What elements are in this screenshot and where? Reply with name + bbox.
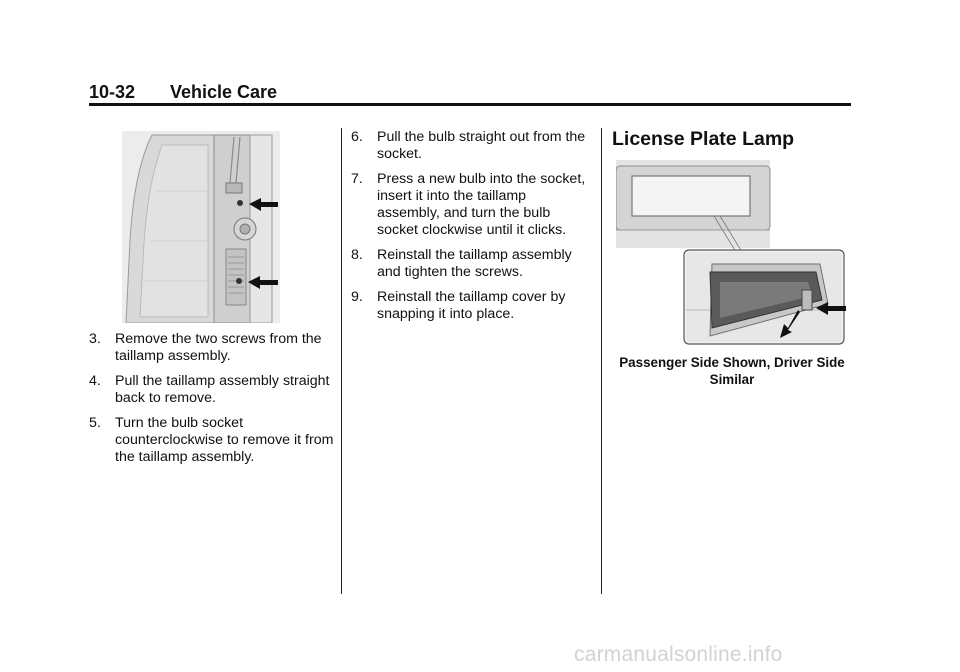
list-item: 3. Remove the two screws from the taillamp assembly. [89,331,322,364]
figure-caption: Passenger Side Shown, Driver Side Similar [619,355,845,387]
header-rule [89,103,851,106]
section-heading: License Plate Lamp [612,128,795,150]
section-title: Vehicle Care [170,82,278,102]
taillamp-illustration [122,131,280,323]
watermark-text: carmanualsonline.info [574,643,783,666]
page-header [89,82,851,104]
steps-list-column2 [351,129,591,331]
list-item: 4. Pull the taillamp assembly straight back to remove. [89,373,330,406]
list-item: 5. Turn the bulb socket counterclockwise to remove it from the taillamp assembly. [89,415,334,465]
column-divider-right [601,128,602,594]
list-item: 8. Reinstall the taillamp assembly and tighten the screws. [351,247,572,280]
list-item: 9. Reinstall the taillamp cover by snapping it into place. [351,289,566,322]
list-item: 6. Pull the bulb straight out from the socket. [351,129,586,162]
license-plate-lamp-illustration [616,160,848,346]
page-number: 10-32 [89,82,136,102]
steps-list-column1 [89,331,339,474]
column-divider-left [341,128,342,594]
list-item: 7. Press a new bulb into the socket, insert it into the taillamp assembly, and turn the bulb socket clockwise until it clicks. [351,171,586,238]
